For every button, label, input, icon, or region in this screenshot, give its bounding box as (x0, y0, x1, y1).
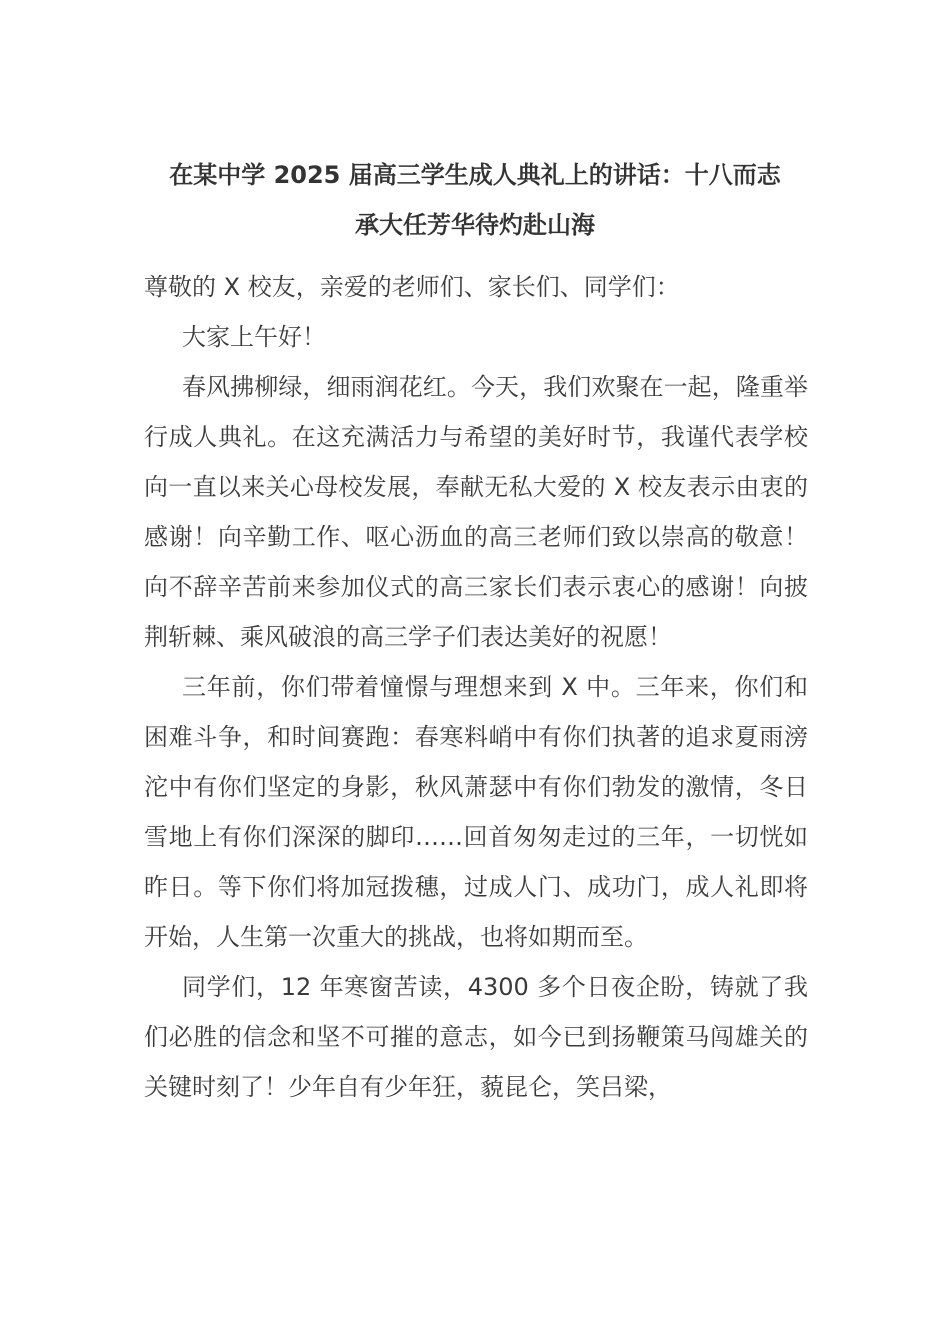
paragraph-opening: 大家上午好！ (182, 323, 326, 351)
paragraph-students: 同学们，12 年寒窗苦读，4300 多个日夜企盼，铸就了我们必胜的信念和坚不可摧的意志，如今已到扬鞭策马闯雄关的关键时刻了！少年自有少年狂，藐昆仑，笑吕梁， (144, 973, 808, 1101)
title-line-2: 承大任芳华待灼赴山海 (355, 211, 595, 239)
paragraph-welcome: 春风拂柳绿，细雨润花红。今天，我们欢聚在一起，隆重举行成人典礼。在这充满活力与希望的美好时节，我谨代表学校向一直以来关心母校发展，奉献无私大爱的 X 校友表示由衷的感谢！向辛勤工作、呕心沥血的高三老师们致以崇高的敬意！向不辞辛苦前来参加仪式的高三家长们表示衷心的感谢！向披荆斩棘、乘风破浪的高三学子们表达美好的祝愿！ (144, 373, 808, 651)
paragraph-three-years: 三年前，你们带着憧憬与理想来到 X 中。三年来，你们和困难斗争，和时间赛跑：春寒料峭中有你们执著的追求夏雨滂沱中有你们坚定的身影，秋风萧瑟中有你们勃发的激情，冬日雪地上有你们深深的脚印……回首匆匆走过的三年，一切恍如昨日。等下你们将加冠拨穗，过成人门、成功门，成人礼即将开始，人生第一次重大的挑战，也将如期而至。 (144, 673, 808, 951)
greeting: 尊敬的 X 校友，亲爱的老师们、家长们、同学们： (144, 273, 680, 301)
document-title (144, 150, 806, 250)
title-line-1: 在某中学 2025 届高三学生成人典礼上的讲话：十八而志 (169, 161, 781, 189)
document-body (144, 262, 808, 1112)
